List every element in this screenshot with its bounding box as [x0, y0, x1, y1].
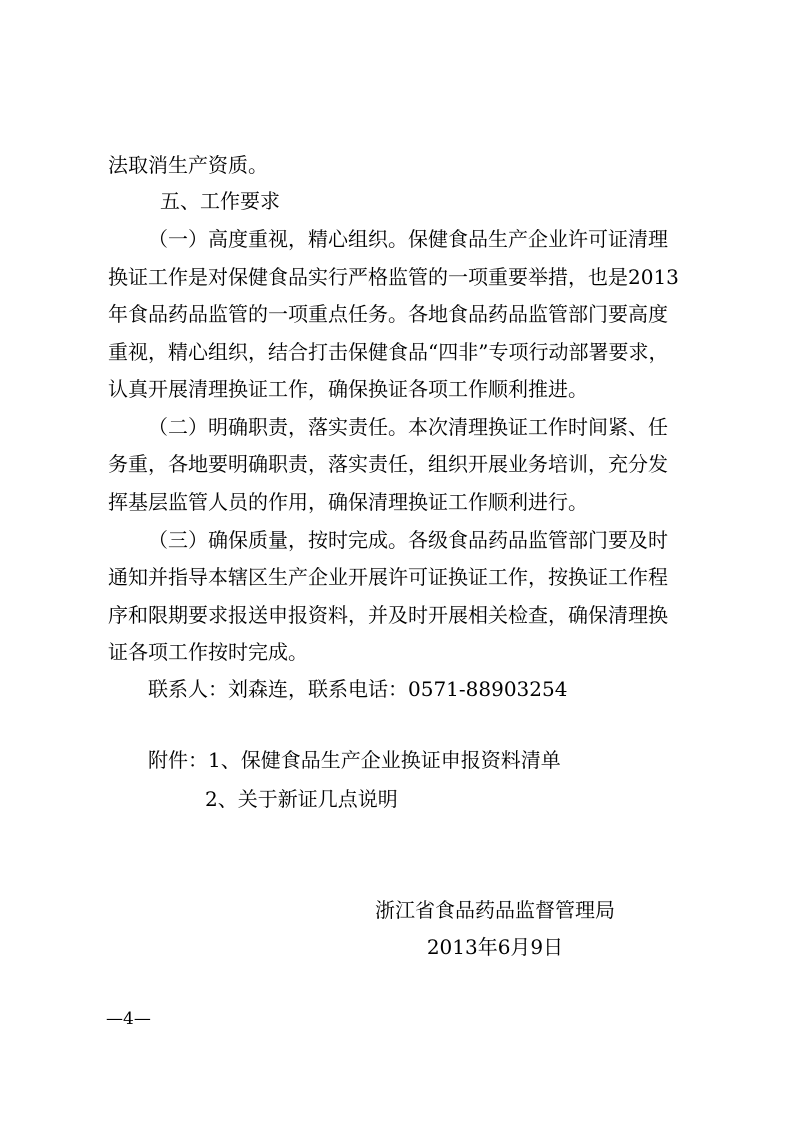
- section-heading: 五、工作要求: [160, 189, 280, 213]
- requirement-1-line-5: 认真开展清理换证工作，确保换证各项工作顺利推进。: [108, 377, 588, 401]
- requirement-2-line-3: 挥基层监管人员的作用，确保清理换证工作顺利进行。: [108, 490, 588, 514]
- requirement-2-line-2: 务重，各地要明确职责，落实责任，组织开展业务培训，充分发: [108, 452, 668, 476]
- issue-date: 2013年6月9日: [426, 935, 564, 959]
- requirement-2-line-1: （二）明确职责，落实责任。本次清理换证工作时间紧、任: [148, 415, 668, 439]
- page-number: —4—: [106, 1009, 151, 1029]
- attachment-1: 附件：1、保健食品生产企业换证申报资料清单: [148, 748, 561, 772]
- requirement-3-line-3: 序和限期要求报送申报资料，并及时开展相关检查，确保清理换: [108, 603, 668, 627]
- requirement-3-line-2: 通知并指导本辖区生产企业开展许可证换证工作，按换证工作程: [108, 565, 668, 589]
- requirement-1-line-4: 重视，精心组织，结合打击保健食品“四非”专项行动部署要求，: [108, 340, 669, 364]
- requirement-3-line-1: （三）确保质量，按时完成。各级食品药品监管部门要及时: [148, 528, 668, 552]
- contact-line: 联系人：刘森连，联系电话：0571-88903254: [148, 677, 568, 701]
- requirement-1-line-2: 换证工作是对保健食品实行严格监管的一项重要举措，也是2013: [108, 265, 679, 289]
- requirement-1-line-1: （一）高度重视，精心组织。保健食品生产企业许可证清理: [148, 227, 668, 251]
- attachment-2: 2、关于新证几点说明: [205, 787, 398, 811]
- requirement-1-line-3: 年食品药品监管的一项重点任务。各地食品药品监管部门要高度: [108, 302, 668, 326]
- continuation-line: 法取消生产资质。: [108, 153, 268, 177]
- requirement-3-line-4: 证各项工作按时完成。: [108, 640, 308, 664]
- issuer-name: 浙江省食品药品监督管理局: [375, 898, 615, 922]
